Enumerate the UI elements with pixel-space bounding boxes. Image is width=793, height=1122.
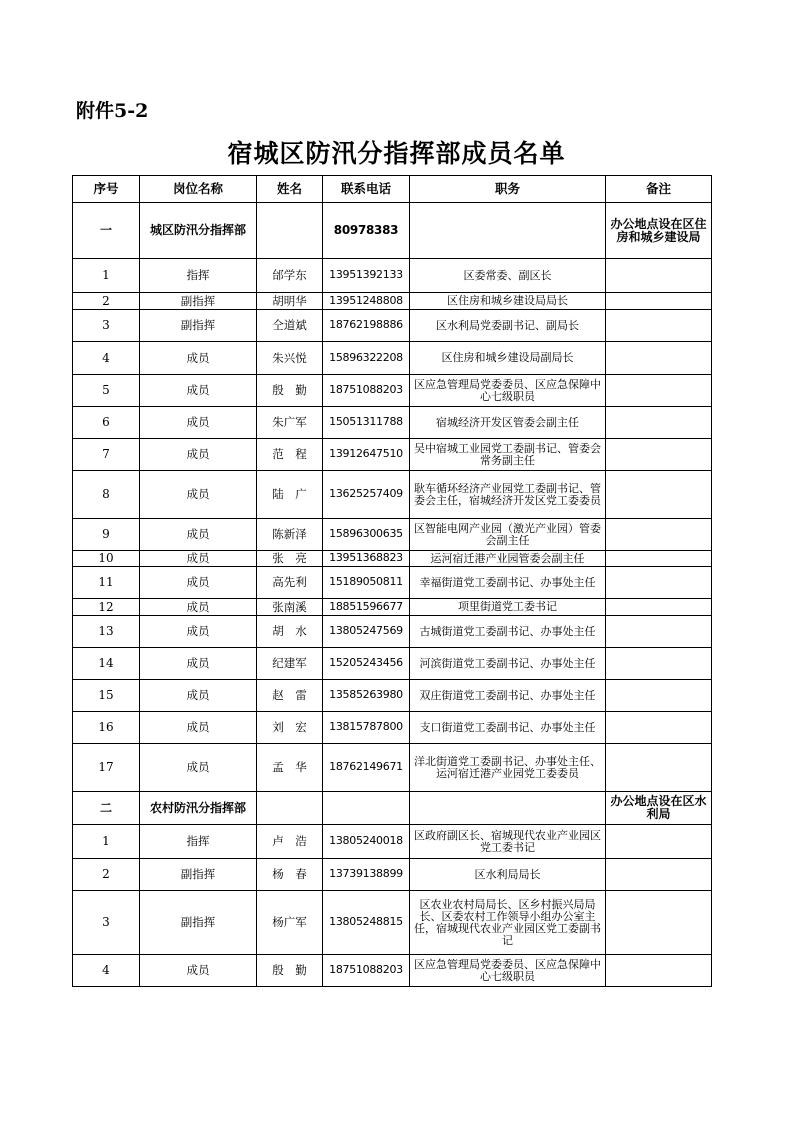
table-row [73, 859, 712, 891]
cell-duty: 古城街道党工委副书记、办事处主任 [410, 616, 606, 648]
cell-note [606, 859, 712, 891]
cell-post: 成员 [140, 342, 257, 375]
cell-no: 3 [73, 310, 140, 342]
cell-post: 城区防汛分指挥部 [140, 203, 257, 259]
cell-name: 孟 华 [257, 744, 323, 792]
cell-name [257, 792, 323, 825]
cell-name [257, 203, 323, 259]
cell-phone: 15896322208 [323, 342, 410, 375]
table-row [73, 616, 712, 648]
cell-duty: 区智能电网产业园（激光产业园）管委会副主任 [410, 519, 606, 551]
cell-duty: 区农业农村局局长、区乡村振兴局局长、区委农村工作领导小组办公室主任，宿城现代农业产业园区党工委副书记 [410, 891, 606, 955]
cell-note [606, 375, 712, 407]
table-body [73, 203, 712, 987]
cell-name: 赵 雷 [257, 680, 323, 712]
cell-no: 3 [73, 891, 140, 955]
cell-no: 二 [73, 792, 140, 825]
cell-duty: 区应急管理局党委委员、区应急保障中心七级职员 [410, 955, 606, 987]
table-header-row [73, 176, 712, 203]
cell-post: 副指挥 [140, 293, 257, 310]
table-row [73, 744, 712, 792]
cell-no: 13 [73, 616, 140, 648]
cell-phone: 15896300635 [323, 519, 410, 551]
member-table [72, 175, 712, 987]
cell-duty: 运河宿迁港产业园管委会副主任 [410, 551, 606, 567]
cell-phone: 15189050811 [323, 567, 410, 599]
cell-duty: 宿城经济开发区管委会副主任 [410, 407, 606, 439]
cell-phone: 18762198886 [323, 310, 410, 342]
cell-phone: 18762149671 [323, 744, 410, 792]
cell-note [606, 342, 712, 375]
cell-note [606, 825, 712, 859]
cell-no: 7 [73, 439, 140, 471]
cell-post: 指挥 [140, 825, 257, 859]
cell-note [606, 519, 712, 551]
cell-phone: 18751088203 [323, 375, 410, 407]
cell-name: 朱兴悦 [257, 342, 323, 375]
cell-phone: 13739138899 [323, 859, 410, 891]
cell-duty: 区水利局党委副书记、副局长 [410, 310, 606, 342]
table-row [73, 551, 712, 567]
cell-name: 胡明华 [257, 293, 323, 310]
cell-phone: 13912647510 [323, 439, 410, 471]
cell-post: 成员 [140, 551, 257, 567]
cell-duty: 洋北街道党工委副书记、办事处主任、运河宿迁港产业园党工委委员 [410, 744, 606, 792]
cell-no: 17 [73, 744, 140, 792]
cell-post: 成员 [140, 375, 257, 407]
cell-post: 成员 [140, 712, 257, 744]
cell-name: 张 亮 [257, 551, 323, 567]
cell-no: 9 [73, 519, 140, 551]
table-row [73, 648, 712, 680]
cell-post: 成员 [140, 439, 257, 471]
cell-phone: 13805240018 [323, 825, 410, 859]
cell-phone: 18851596677 [323, 599, 410, 616]
header-phone: 联系电话 [323, 176, 410, 203]
cell-post: 指挥 [140, 259, 257, 293]
cell-name: 高先利 [257, 567, 323, 599]
cell-phone: 13805248815 [323, 891, 410, 955]
cell-note [606, 744, 712, 792]
cell-duty: 区水利局局长 [410, 859, 606, 891]
cell-duty [410, 792, 606, 825]
cell-duty: 耿车循环经济产业园党工委副书记、管委会主任，宿城经济开发区党工委委员 [410, 471, 606, 519]
table-row [73, 471, 712, 519]
page-title: 宿城区防汛分指挥部成员名单 [227, 139, 566, 168]
cell-note [606, 259, 712, 293]
cell-post: 成员 [140, 648, 257, 680]
cell-no: 12 [73, 599, 140, 616]
cell-no: 1 [73, 259, 140, 293]
cell-note: 办公地点设在区住房和城乡建设局 [606, 203, 712, 259]
cell-post: 成员 [140, 471, 257, 519]
cell-post: 成员 [140, 567, 257, 599]
cell-name: 纪建军 [257, 648, 323, 680]
table-row [73, 955, 712, 987]
cell-note [606, 567, 712, 599]
cell-phone [323, 792, 410, 825]
cell-post: 成员 [140, 680, 257, 712]
cell-name: 邰学东 [257, 259, 323, 293]
cell-no: 6 [73, 407, 140, 439]
cell-no: 8 [73, 471, 140, 519]
cell-note [606, 712, 712, 744]
cell-no: 10 [73, 551, 140, 567]
cell-note [606, 616, 712, 648]
table-row [73, 342, 712, 375]
cell-name: 朱广军 [257, 407, 323, 439]
cell-phone: 13951248808 [323, 293, 410, 310]
cell-note [606, 955, 712, 987]
cell-no: 4 [73, 955, 140, 987]
cell-note [606, 407, 712, 439]
cell-phone: 13815787800 [323, 712, 410, 744]
table-row [73, 599, 712, 616]
cell-phone: 13585263980 [323, 680, 410, 712]
cell-post: 成员 [140, 616, 257, 648]
table-row [73, 567, 712, 599]
cell-name: 范 程 [257, 439, 323, 471]
cell-phone: 80978383 [323, 203, 410, 259]
cell-duty: 区应急管理局党委委员、区应急保障中心七级职员 [410, 375, 606, 407]
table-row [73, 825, 712, 859]
cell-no: 15 [73, 680, 140, 712]
cell-duty: 区住房和城乡建设局局长 [410, 293, 606, 310]
cell-name: 陆 广 [257, 471, 323, 519]
cell-duty: 支口街道党工委副书记、办事处主任 [410, 712, 606, 744]
cell-note [606, 648, 712, 680]
cell-name: 杨 春 [257, 859, 323, 891]
cell-post: 成员 [140, 407, 257, 439]
cell-no: 2 [73, 293, 140, 310]
cell-post: 成员 [140, 744, 257, 792]
cell-name: 胡 水 [257, 616, 323, 648]
table-row [73, 891, 712, 955]
cell-note [606, 891, 712, 955]
table-row [73, 375, 712, 407]
cell-duty: 项里街道党工委书记 [410, 599, 606, 616]
cell-phone: 13805247569 [323, 616, 410, 648]
cell-name: 张南溪 [257, 599, 323, 616]
table-row [73, 259, 712, 293]
cell-no: 11 [73, 567, 140, 599]
header-no: 序号 [73, 176, 140, 203]
cell-name: 杨广军 [257, 891, 323, 955]
cell-name: 陈新泽 [257, 519, 323, 551]
cell-duty [410, 203, 606, 259]
cell-duty: 双庄街道党工委副书记、办事处主任 [410, 680, 606, 712]
cell-duty: 区政府副区长、宿城现代农业产业园区党工委书记 [410, 825, 606, 859]
cell-note [606, 471, 712, 519]
cell-note [606, 599, 712, 616]
group-row [73, 792, 712, 825]
cell-note [606, 310, 712, 342]
cell-phone: 13951392133 [323, 259, 410, 293]
cell-name: 殷 勤 [257, 375, 323, 407]
cell-name: 殷 勤 [257, 955, 323, 987]
cell-name: 卢 浩 [257, 825, 323, 859]
group-row [73, 203, 712, 259]
header-duty: 职务 [410, 176, 606, 203]
table-row [73, 439, 712, 471]
cell-no: 2 [73, 859, 140, 891]
cell-phone: 18751088203 [323, 955, 410, 987]
table-row [73, 407, 712, 439]
table-row [73, 519, 712, 551]
cell-post: 成员 [140, 519, 257, 551]
cell-duty: 河滨街道党工委副书记、办事处主任 [410, 648, 606, 680]
cell-no: 5 [73, 375, 140, 407]
cell-note [606, 439, 712, 471]
cell-note [606, 551, 712, 567]
cell-phone: 15051311788 [323, 407, 410, 439]
cell-post: 副指挥 [140, 310, 257, 342]
table-row [73, 293, 712, 310]
cell-duty: 区住房和城乡建设局副局长 [410, 342, 606, 375]
header-post: 岗位名称 [140, 176, 257, 203]
cell-no: 1 [73, 825, 140, 859]
header-note: 备注 [606, 176, 712, 203]
cell-phone: 13625257409 [323, 471, 410, 519]
table-row [73, 712, 712, 744]
cell-phone: 13951368823 [323, 551, 410, 567]
cell-name: 仝道斌 [257, 310, 323, 342]
cell-post: 成员 [140, 955, 257, 987]
cell-no: 一 [73, 203, 140, 259]
table-row [73, 310, 712, 342]
cell-post: 农村防汛分指挥部 [140, 792, 257, 825]
cell-phone: 15205243456 [323, 648, 410, 680]
cell-duty: 幸福街道党工委副书记、办事处主任 [410, 567, 606, 599]
cell-duty: 区委常委、副区长 [410, 259, 606, 293]
cell-note: 办公地点设在区水利局 [606, 792, 712, 825]
cell-no: 16 [73, 712, 140, 744]
cell-duty: 吴中宿城工业园党工委副书记、管委会常务副主任 [410, 439, 606, 471]
cell-note [606, 680, 712, 712]
cell-note [606, 293, 712, 310]
cell-no: 4 [73, 342, 140, 375]
cell-post: 副指挥 [140, 891, 257, 955]
table-row [73, 680, 712, 712]
cell-post: 副指挥 [140, 859, 257, 891]
cell-no: 14 [73, 648, 140, 680]
attachment-label: 附件5-2 [76, 100, 149, 122]
cell-name: 刘 宏 [257, 712, 323, 744]
header-name: 姓名 [257, 176, 323, 203]
cell-post: 成员 [140, 599, 257, 616]
